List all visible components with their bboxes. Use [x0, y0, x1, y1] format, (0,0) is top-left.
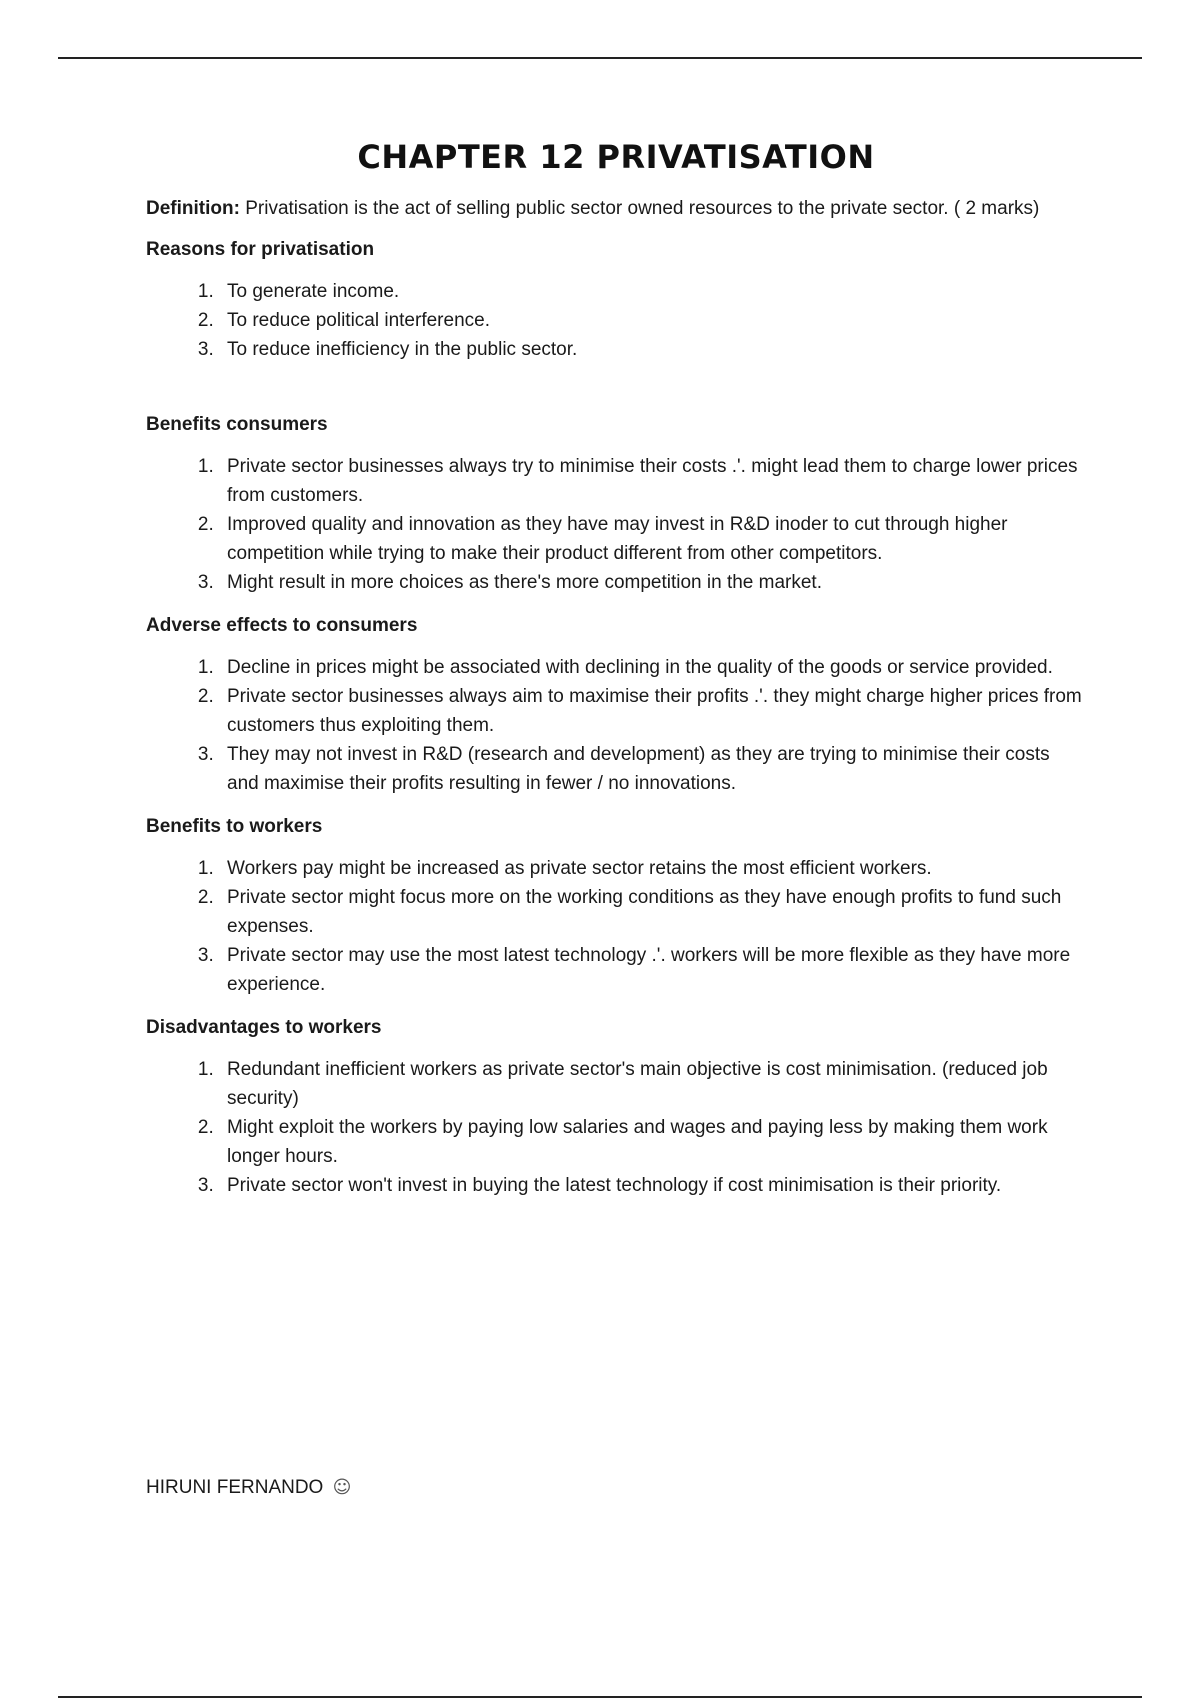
section-spacer [146, 378, 1086, 410]
list-item: 1. Private sector businesses always try to minimise their costs .'. might lead them to charge lower prices from customers. [219, 452, 1086, 510]
list-item: 1. Redundant inefficient workers as private sector's main objective is cost minimisation. (reduced job security) [219, 1055, 1086, 1113]
smile-icon: ☺ [332, 1477, 352, 1498]
section-heading-benefits-workers: Benefits to workers [146, 816, 323, 837]
benefits-consumers-list [146, 452, 1086, 597]
list-item: 1. Decline in prices might be associated with declining in the quality of the goods or service provided. [219, 653, 1086, 682]
list-item: 3. Private sector won't invest in buying the latest technology if cost minimisation is their priority. [219, 1171, 1086, 1200]
benefits-workers-list [146, 854, 1086, 999]
definition-text: Privatisation is the act of selling public sector owned resources to the private sector. ( 2 marks) [239, 198, 1040, 219]
author-signature [146, 1473, 351, 1502]
document-page [146, 138, 1086, 1214]
section-heading-benefits-consumers: Benefits consumers [146, 414, 328, 435]
list-item: 3. To reduce inefficiency in the public sector. [219, 335, 1086, 364]
section-heading-disadvantages-workers: Disadvantages to workers [146, 1017, 382, 1038]
list-item: 2. Improved quality and innovation as they have may invest in R&D inoder to cut through higher competition while trying to make their product different from other competitors. [219, 510, 1086, 568]
list-item: 2. To reduce political interference. [219, 306, 1086, 335]
list-item: 3. They may not invest in R&D (research and development) as they are trying to minimise their costs and maximise their profits resulting in fewer / no innovations. [219, 740, 1086, 798]
list-item: 3. Might result in more choices as there's more competition in the market. [219, 568, 1086, 597]
definition-paragraph [146, 194, 1086, 223]
list-item: 2. Private sector businesses always aim to maximise their profits .'. they might charge higher prices from customers thus exploiting them. [219, 682, 1086, 740]
header-rule [58, 57, 1142, 59]
page-title: CHAPTER 12 PRIVATISATION [357, 138, 875, 176]
disadvantages-workers-list [146, 1055, 1086, 1200]
footer-rule [58, 1696, 1142, 1698]
definition-label: Definition: [146, 198, 240, 219]
list-item: 2. Private sector might focus more on the working conditions as they have enough profits to fund such expenses. [219, 883, 1086, 941]
list-item: 1. Workers pay might be increased as private sector retains the most efficient workers. [219, 854, 1086, 883]
reasons-list [146, 277, 1086, 364]
adverse-consumers-list [146, 653, 1086, 798]
list-item: 3. Private sector may use the most latest technology .'. workers will be more flexible as they have more experience. [219, 941, 1086, 999]
section-heading-adverse-consumers: Adverse effects to consumers [146, 615, 418, 636]
list-item: 1. To generate income. [219, 277, 1086, 306]
section-heading-reasons: Reasons for privatisation [146, 239, 375, 260]
author-name: HIRUNI FERNANDO [146, 1477, 324, 1498]
list-item: 2. Might exploit the workers by paying low salaries and wages and paying less by making them work longer hours. [219, 1113, 1086, 1171]
